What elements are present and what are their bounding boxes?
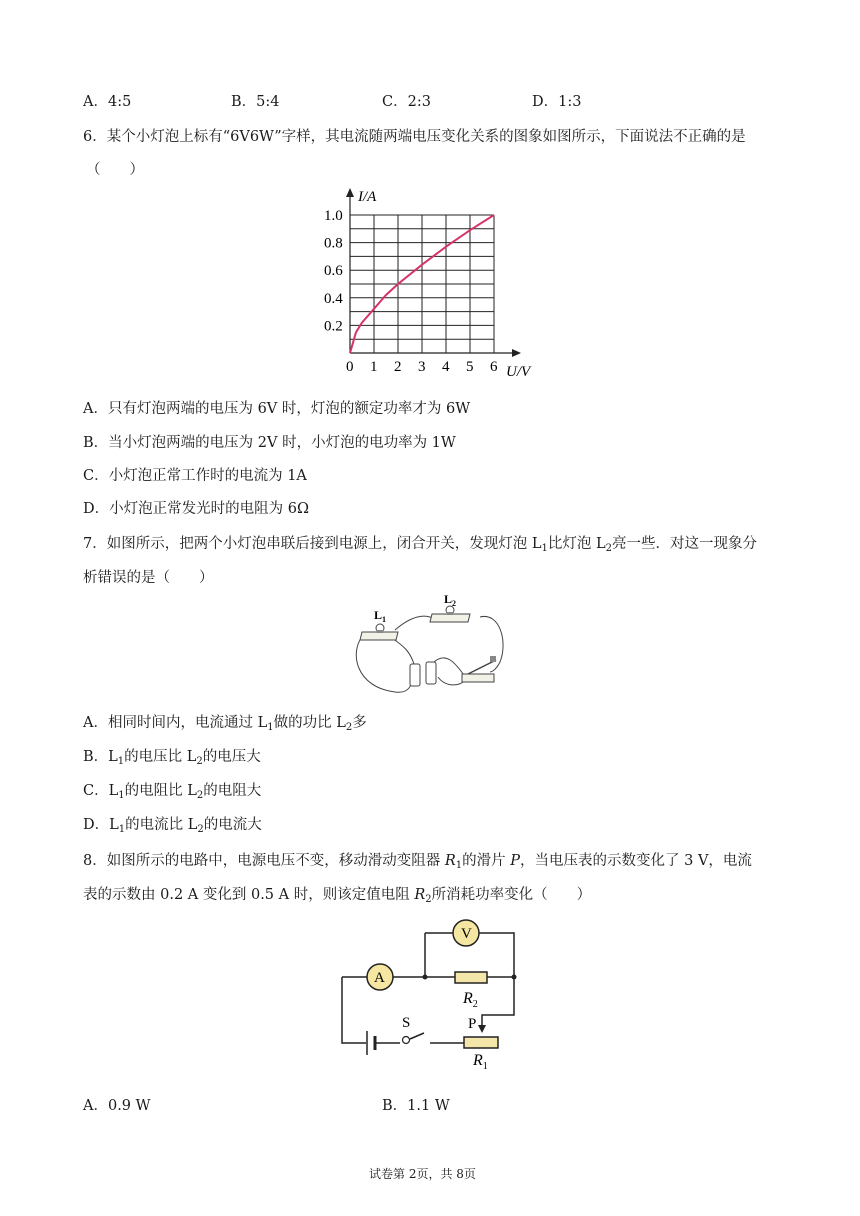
q7-option-b: B．$L_1$的电压比 $L_2$的电压大 bbox=[83, 749, 261, 767]
x-tick-label: 6 bbox=[490, 359, 498, 375]
r1-label: $R_1$ bbox=[473, 1052, 488, 1072]
x-tick-label: 2 bbox=[394, 359, 402, 375]
q7-stem-line1: 7．如图所示，把两个小灯泡串联后接到电源上，闭合开关，发现灯泡 $L_1$比灯泡 $L_2$亮一些．对这一现象分 bbox=[83, 536, 757, 554]
y-axis-arrow bbox=[346, 188, 354, 197]
q6-option-d: D．小灯泡正常发光时的电阻为 6Ω bbox=[83, 501, 309, 517]
q5-option-b: B．5:4 bbox=[231, 94, 280, 110]
q5-option-d: D．1:3 bbox=[532, 94, 582, 110]
q8-stem-line1: 8．如图所示的电路中，电源电压不变，移动滑动变阻器 $R_1$的滑片 P，当电压表的示数变化了 3 V，电流 bbox=[83, 853, 752, 871]
r2-label: $R_2$ bbox=[463, 990, 478, 1010]
chart-y-axis-label: I/A bbox=[358, 189, 377, 205]
y-tick-label: 0.8 bbox=[324, 235, 343, 252]
q5-option-c: C．2:3 bbox=[382, 94, 431, 110]
y-tick-label: 0.6 bbox=[324, 263, 343, 280]
q7-option-c: C．$L_1$的电阻比 $L_2$的电阻大 bbox=[83, 783, 262, 801]
x-tick-label: 3 bbox=[418, 359, 426, 375]
x-tick-label: 0 bbox=[346, 359, 354, 375]
series-bulbs-figure bbox=[350, 592, 510, 700]
q8-option-b: B．1.1 W bbox=[382, 1098, 450, 1114]
page-footer: 试卷第 2页，共 8页 bbox=[369, 1167, 476, 1181]
q6-option-b: B．当小灯泡两端的电压为 2V 时，小灯泡的电功率为 1W bbox=[83, 435, 456, 451]
q7-option-a: A．相同时间内，电流通过 $L_1$做的功比 $L_2$多 bbox=[83, 715, 367, 733]
y-tick-label: 0.4 bbox=[324, 290, 343, 307]
voltmeter-label: V bbox=[461, 926, 472, 942]
q7-stem-line2: 析错误的是（ ） bbox=[83, 570, 214, 586]
q7-option-d: D．$L_1$的电流比 $L_2$的电流大 bbox=[83, 817, 262, 835]
slider-label: P bbox=[468, 1016, 477, 1032]
q5-option-a: A．4:5 bbox=[83, 94, 132, 110]
x-tick-label: 1 bbox=[370, 359, 378, 375]
chart-x-axis-label: U/V bbox=[506, 364, 531, 380]
switch-label: S bbox=[402, 1015, 411, 1031]
x-tick-label: 5 bbox=[466, 359, 474, 375]
y-tick-label: 1.0 bbox=[324, 208, 343, 224]
chart-axes bbox=[346, 188, 521, 357]
q8-option-a: A．0.9 W bbox=[83, 1098, 151, 1114]
q6-stem-line1: 6．某个小灯泡上标有“6V6W”字样，其电流随两端电压变化关系的图象如图所示，下面说法不正确的是 bbox=[83, 129, 746, 145]
x-axis-arrow bbox=[512, 349, 521, 357]
l1-label: $L_1$ bbox=[374, 608, 387, 624]
q6-option-c: C．小灯泡正常工作时的电流为 1A bbox=[83, 468, 307, 484]
q6-option-a: A．只有灯泡两端的电压为 6V 时，灯泡的额定功率才为 6W bbox=[83, 401, 471, 417]
y-tick-label: 0.2 bbox=[324, 318, 343, 335]
ammeter-label: A bbox=[374, 970, 385, 986]
x-tick-label: 4 bbox=[442, 359, 450, 375]
chart-grid bbox=[350, 215, 494, 353]
q6-stem-line2: （ ） bbox=[86, 162, 144, 178]
q8-circuit-diagram bbox=[330, 915, 530, 1075]
q8-stem-line2: 表的示数由 0.2 A 变化到 0.5 A 时，则该定值电阻 $R_2$所消耗功率变化（ ） bbox=[83, 887, 592, 905]
iu-chart bbox=[310, 183, 550, 383]
l2-label: $L_2$ bbox=[444, 592, 457, 608]
